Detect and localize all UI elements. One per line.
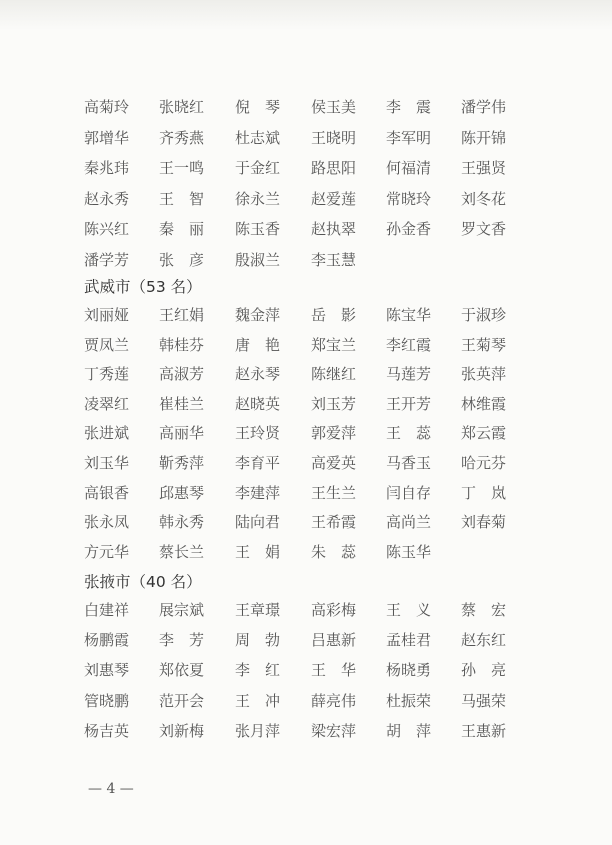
person-name: 白建祥 <box>84 601 130 619</box>
person-name: 高爱英 <box>311 454 357 472</box>
person-name: 闫自存 <box>386 483 432 502</box>
person-name: 张 彦 <box>159 250 205 269</box>
person-name: 李育平 <box>235 454 281 472</box>
person-name: 凌翠红 <box>84 394 130 413</box>
person-name: 潘学芳 <box>84 250 130 269</box>
person-name: 杜振荣 <box>386 691 432 710</box>
person-name: 梁宏萍 <box>311 721 357 740</box>
top-row <box>0 188 612 218</box>
person-name: 哈元芬 <box>461 454 507 472</box>
person-name: 王强贤 <box>461 159 507 177</box>
person-name: 崔桂兰 <box>159 394 205 413</box>
person-name: 王晓明 <box>311 128 357 147</box>
person-name: 刘玉华 <box>84 454 130 472</box>
top-row <box>0 249 612 279</box>
person-name: 潘学伟 <box>461 98 507 116</box>
person-name: 胡 萍 <box>386 721 432 740</box>
person-name: 管晓鹏 <box>84 691 130 710</box>
wuwei-row <box>0 541 612 571</box>
person-name: 齐秀燕 <box>159 128 205 147</box>
person-name: 高银香 <box>84 483 130 502</box>
person-name: 丁 岚 <box>461 483 507 502</box>
person-name: 杨吉英 <box>84 721 130 740</box>
person-name: 刘丽娅 <box>84 306 130 324</box>
person-name: 高淑芳 <box>159 365 205 384</box>
section-heading-zhangye: 张掖市（40 名） <box>84 573 202 591</box>
person-name: 张英萍 <box>461 365 507 384</box>
person-name: 马莲芳 <box>386 365 432 384</box>
person-name: 王 蕊 <box>386 424 432 443</box>
person-name: 赵爱莲 <box>311 189 357 208</box>
wuwei-row <box>0 452 612 482</box>
person-name: 于淑珍 <box>461 306 507 324</box>
person-name: 郑依夏 <box>159 661 205 680</box>
person-name: 林维霞 <box>461 394 507 413</box>
person-name: 李建萍 <box>235 483 281 502</box>
page-number: — 4 — <box>88 781 134 797</box>
person-name: 王 智 <box>159 189 205 208</box>
person-name: 高丽华 <box>159 424 205 443</box>
person-name: 陈宝华 <box>386 306 432 324</box>
person-name: 陈玉香 <box>235 220 281 238</box>
person-name: 秦兆玮 <box>84 159 130 177</box>
person-name: 徐永兰 <box>235 189 281 208</box>
wuwei-row <box>0 304 612 334</box>
person-name: 杜志斌 <box>235 128 281 147</box>
person-name: 侯玉美 <box>311 98 357 116</box>
person-name: 王 华 <box>311 661 357 680</box>
scan-top-edge <box>0 0 612 30</box>
person-name: 马香玉 <box>386 454 432 472</box>
person-name: 周 勃 <box>235 631 281 650</box>
person-name: 邱惠琴 <box>159 483 205 502</box>
section-heading-wuwei: 武威市（53 名） <box>84 278 202 296</box>
person-name: 李 红 <box>235 661 281 680</box>
person-name: 王生兰 <box>311 483 357 502</box>
person-name: 高尚兰 <box>386 513 432 532</box>
person-name: 贾凤兰 <box>84 335 130 354</box>
person-name: 赵永琴 <box>235 365 281 384</box>
person-name: 刘惠琴 <box>84 661 130 680</box>
wuwei-row <box>0 482 612 512</box>
person-name: 杨鹏霞 <box>84 631 130 650</box>
zhangye-row <box>0 690 612 720</box>
person-name: 王希霞 <box>311 513 357 532</box>
person-name: 赵东红 <box>461 631 507 650</box>
person-name: 何福清 <box>386 159 432 177</box>
person-name: 陈兴红 <box>84 220 130 238</box>
person-name: 王 义 <box>386 601 432 619</box>
person-name: 孙 亮 <box>461 661 507 680</box>
zhangye-row <box>0 659 612 689</box>
person-name: 常晓玲 <box>386 189 432 208</box>
person-name: 罗文香 <box>461 220 507 238</box>
person-name: 韩永秀 <box>159 513 205 532</box>
top-row <box>0 218 612 248</box>
person-name: 赵晓英 <box>235 394 281 413</box>
top-row <box>0 157 612 187</box>
person-name: 魏金萍 <box>235 306 281 324</box>
person-name: 张月萍 <box>235 721 281 740</box>
person-name: 李红霞 <box>386 335 432 354</box>
person-name: 王菊琴 <box>461 335 507 354</box>
person-name: 丁秀莲 <box>84 365 130 384</box>
person-name: 秦 丽 <box>159 220 205 238</box>
person-name: 蔡 宏 <box>461 601 507 619</box>
person-name: 郭增华 <box>84 128 130 147</box>
person-name: 韩桂芬 <box>159 335 205 354</box>
person-name: 王章璟 <box>235 601 281 619</box>
person-name: 赵执翠 <box>311 220 357 238</box>
person-name: 李玉慧 <box>311 250 357 269</box>
person-name: 王 娟 <box>235 542 281 561</box>
person-name: 王 冲 <box>235 691 281 710</box>
person-name: 展宗斌 <box>159 601 205 619</box>
person-name: 高彩梅 <box>311 601 357 619</box>
person-name: 王玲贤 <box>235 424 281 443</box>
person-name: 张永凤 <box>84 513 130 532</box>
person-name: 唐 艳 <box>235 335 281 354</box>
person-name: 王开芳 <box>386 394 432 413</box>
person-name: 王惠新 <box>461 721 507 740</box>
person-name: 杨晓勇 <box>386 661 432 680</box>
person-name: 孙金香 <box>386 220 432 238</box>
wuwei-row <box>0 393 612 423</box>
person-name: 张进斌 <box>84 424 130 443</box>
person-name: 孟桂君 <box>386 631 432 650</box>
top-row <box>0 127 612 157</box>
person-name: 郑宝兰 <box>311 335 357 354</box>
person-name: 吕惠新 <box>311 631 357 650</box>
wuwei-row <box>0 511 612 541</box>
person-name: 王一鸣 <box>159 159 205 177</box>
person-name: 刘冬花 <box>461 189 507 208</box>
person-name: 范开会 <box>159 691 205 710</box>
wuwei-row <box>0 334 612 364</box>
person-name: 王红娟 <box>159 306 205 324</box>
person-name: 赵永秀 <box>84 189 130 208</box>
person-name: 靳秀萍 <box>159 454 205 472</box>
person-name: 刘玉芳 <box>311 394 357 413</box>
person-name: 马强荣 <box>461 691 507 710</box>
person-name: 方元华 <box>84 542 130 561</box>
person-name: 陆向君 <box>235 513 281 532</box>
person-name: 蔡长兰 <box>159 542 205 561</box>
zhangye-row <box>0 720 612 750</box>
person-name: 陈玉华 <box>386 542 432 561</box>
person-name: 薛亮伟 <box>311 691 357 710</box>
wuwei-row <box>0 363 612 393</box>
person-name: 郭爱萍 <box>311 424 357 443</box>
person-name: 朱 蕊 <box>311 542 357 561</box>
person-name: 路思阳 <box>311 159 357 177</box>
person-name: 李 震 <box>386 98 432 116</box>
person-name: 陈继红 <box>311 365 357 384</box>
person-name: 殷淑兰 <box>235 250 281 269</box>
person-name: 陈开锦 <box>461 128 507 147</box>
person-name: 刘春菊 <box>461 513 507 532</box>
wuwei-row <box>0 422 612 452</box>
person-name: 倪 琴 <box>235 98 281 116</box>
zhangye-row <box>0 599 612 629</box>
person-name: 岳 影 <box>311 306 357 324</box>
person-name: 于金红 <box>235 159 281 177</box>
top-row <box>0 96 612 126</box>
person-name: 李 芳 <box>159 631 205 650</box>
person-name: 张晓红 <box>159 98 205 116</box>
person-name: 刘新梅 <box>159 721 205 740</box>
person-name: 李军明 <box>386 128 432 147</box>
person-name: 郑云霞 <box>461 424 507 443</box>
zhangye-row <box>0 629 612 659</box>
person-name: 高菊玲 <box>84 98 130 116</box>
